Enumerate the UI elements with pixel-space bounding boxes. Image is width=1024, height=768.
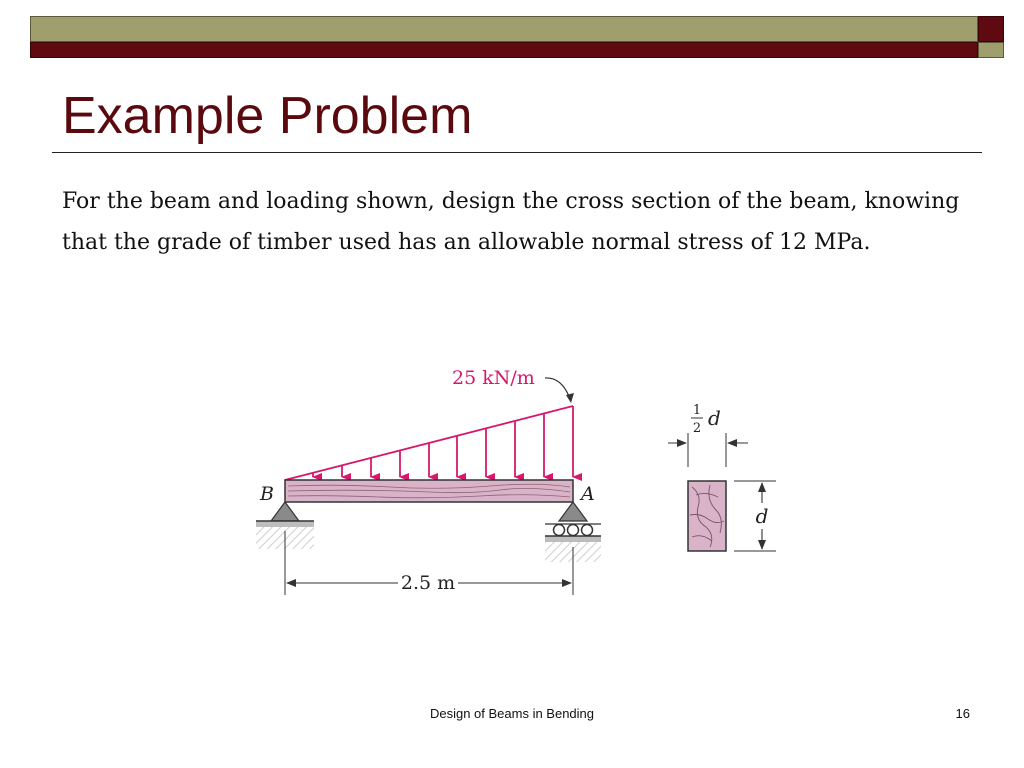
- title-divider: [52, 152, 982, 153]
- support-b-label: B: [260, 483, 274, 505]
- width-label-denominator: 2: [692, 421, 702, 436]
- problem-statement: For the beam and loading shown, design the cross section of the beam, knowing that the grade of timber used has an allowable normal stress of 12 MPa.: [62, 189, 960, 255]
- width-label-variable: d: [708, 406, 721, 430]
- load-label: 25 kN/m: [452, 367, 535, 389]
- span-label: 2.5 m: [400, 572, 456, 594]
- footer-title: Design of Beams in Bending: [429, 706, 595, 721]
- support-a-label: A: [581, 483, 595, 505]
- beam-cross-section: [688, 481, 726, 551]
- load-leader: [545, 378, 570, 399]
- width-label-numerator: 1: [692, 403, 702, 418]
- slide-title: Example Problem: [62, 87, 473, 145]
- depth-label: d: [755, 504, 769, 528]
- header-bar-maroon: [30, 42, 978, 58]
- beam-figure: [240, 355, 800, 605]
- header-square-maroon: [978, 16, 1004, 42]
- load-leader-arrowhead: [566, 393, 574, 403]
- header-bar-olive: [30, 16, 978, 42]
- header-square-olive: [978, 42, 1004, 58]
- timber-beam: [285, 480, 573, 502]
- distributed-load: [285, 406, 573, 480]
- page-number: 16: [955, 706, 970, 721]
